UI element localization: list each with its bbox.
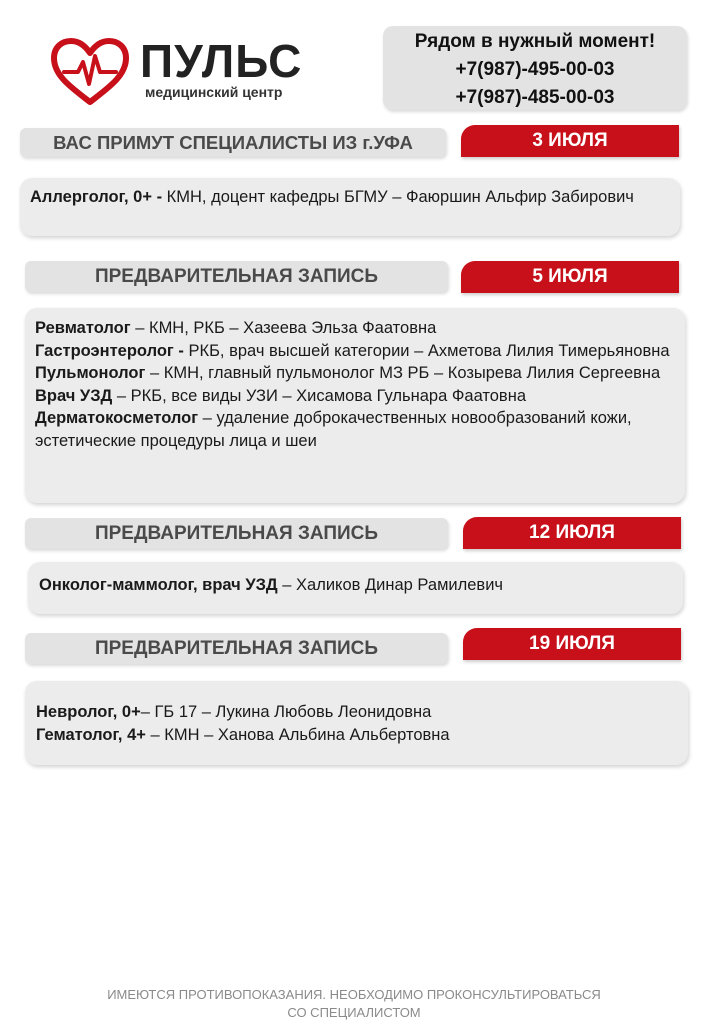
specialist-desc: – ГБ 17 – Лукина Любовь Леонидовна: [140, 703, 432, 721]
disclaimer-line: СО СПЕЦИАЛИСТОМ: [287, 1005, 421, 1020]
specialist-entry: [39, 574, 672, 597]
specialist-desc: – КМН – Ханова Альбина Альбертовна: [145, 725, 450, 744]
brand-subtitle: медицинский центр: [145, 84, 283, 100]
disclaimer: [0, 986, 708, 1022]
heart-pulse-icon: [50, 38, 130, 108]
phone-number[interactable]: +7(987)-495-00-03: [455, 59, 615, 80]
brand-name: ПУЛЬС: [140, 35, 303, 87]
specialist-desc: – КМН, РКБ – Хазеева Эльза Фаатовна: [130, 319, 437, 337]
slogan: Рядом в нужный момент!: [414, 31, 656, 52]
specialist-desc: – Халиков Динар Рамилевич: [277, 576, 504, 594]
date-badge: 12 ИЮЛЯ: [463, 517, 681, 549]
specialist-card: [25, 681, 688, 765]
date-badge: 19 ИЮЛЯ: [463, 628, 681, 660]
specialist-role: Гастроэнтеролог -: [35, 341, 184, 360]
specialist-role: Пульмонолог: [35, 364, 146, 382]
section-header: ВАС ПРИМУТ СПЕЦИАЛИСТЫ ИЗ г.УФА: [20, 128, 446, 157]
specialist-role: Аллерголог, 0+ -: [30, 188, 163, 206]
specialist-role: Врач УЗД: [35, 386, 113, 405]
specialist-desc: – КМН, главный пульмонолог МЗ РБ – Козырева Лилия Сергеевна: [145, 364, 661, 382]
specialist-card: [28, 562, 683, 614]
specialist-entry: [36, 724, 677, 747]
date-badge: 5 ИЮЛЯ: [461, 261, 679, 293]
specialist-role: Дерматокосметолог: [35, 409, 199, 427]
specialist-entry: [30, 186, 670, 209]
specialist-card: [25, 308, 685, 503]
specialist-desc: – РКБ, все виды УЗИ – Хисамова Гульнара Фаатовна: [112, 386, 526, 405]
specialist-role: Невролог, 0+: [36, 703, 141, 721]
section-header: ПРЕДВАРИТЕЛЬНАЯ ЗАПИСЬ: [25, 633, 448, 664]
specialist-desc: РКБ, врач высшей категории – Ахметова Лилия Тимерьяновна: [183, 341, 670, 360]
specialist-entry: [35, 340, 675, 363]
specialist-entry: [36, 701, 677, 724]
specialist-desc: – удаление доброкачественных новообразований кожи, эстетические процедуры лица и шеи: [35, 409, 632, 450]
section-header: ПРЕДВАРИТЕЛЬНАЯ ЗАПИСЬ: [25, 518, 448, 549]
specialist-desc: КМН, доцент кафедры БГМУ – Фаюршин Альфир Забирович: [162, 188, 634, 206]
specialist-entry: [35, 407, 675, 452]
specialist-entry: [35, 317, 675, 340]
specialist-card: [20, 178, 680, 236]
date-badge: 3 ИЮЛЯ: [461, 125, 679, 157]
phone-number[interactable]: +7(987)-485-00-03: [455, 87, 615, 108]
specialist-role: Онколог-маммолог, врач УЗД: [39, 576, 278, 594]
contact-box: [383, 26, 687, 110]
specialist-entry: [35, 362, 675, 385]
disclaimer-line: ИМЕЮТСЯ ПРОТИВОПОКАЗАНИЯ. НЕОБХОДИМО ПРОКОНСУЛЬТИРОВАТЬСЯ: [107, 987, 601, 1002]
section-header: ПРЕДВАРИТЕЛЬНАЯ ЗАПИСЬ: [25, 261, 448, 292]
specialist-role: Гематолог, 4+: [36, 725, 146, 744]
specialist-role: Ревматолог: [35, 319, 131, 337]
specialist-entry: [35, 385, 675, 408]
